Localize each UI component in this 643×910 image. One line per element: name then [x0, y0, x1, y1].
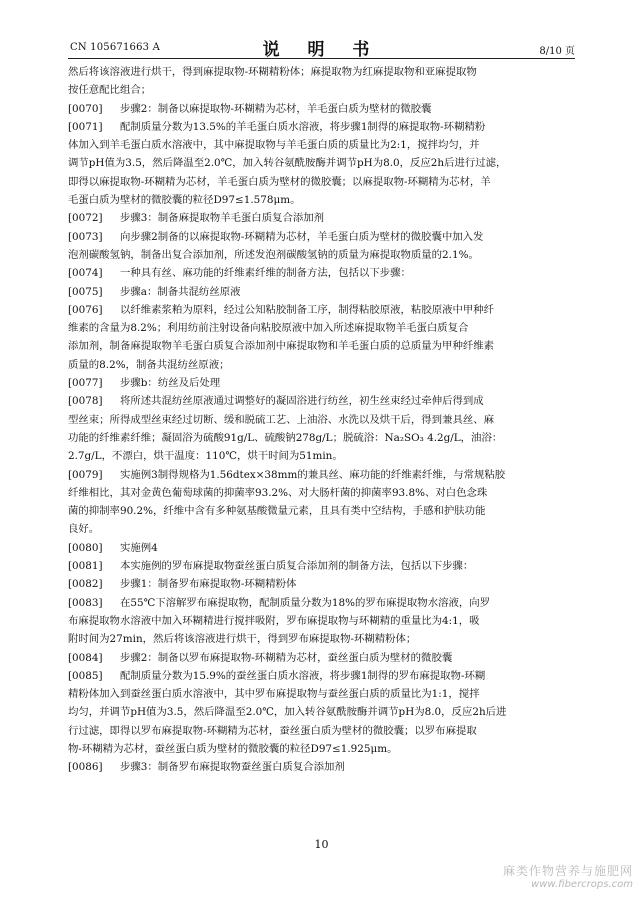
text-line: [68, 740, 578, 758]
line-text: 2.7g/L，不漂白，烘干温度：110℃，烘干时间为51min。: [68, 450, 343, 463]
line-text: 配制质量分数为15.9%的蚕丝蛋白质水溶液，将步骤1制得的罗布麻提取物-环糊: [120, 669, 486, 682]
text-line: [68, 557, 578, 575]
line-text: 纤维相比，其对金黄色葡萄球菌的抑菌率93.2%、对大肠杆菌的抑菌率93.8%、对白色念珠: [68, 486, 488, 499]
line-text: 配制质量分数为13.5%的羊毛蛋白质水溶液，将步骤1制得的麻提取物-环糊精粉: [120, 120, 486, 133]
line-text: 行过滤，即得以罗布麻提取物-环糊精为芯材，蚕丝蛋白质为壁材的微胶囊；以罗布麻提取: [68, 724, 477, 737]
paragraph-number: [0078]: [68, 395, 103, 408]
line-text: 功能的纤维素纤维；凝固浴为硫酸91g/L、硫酸钠278g/L；脱硫浴：Na₂SO₃ 4.2g/L，油浴：: [68, 431, 503, 444]
document-body: [68, 63, 578, 777]
line-text: 按任意配比组合；: [68, 84, 152, 97]
line-text: 附时间为27min，然后将该溶液进行烘干，得到罗布麻提取物-环糊精粉体；: [68, 633, 417, 646]
paragraph-number: [0077]: [68, 377, 103, 390]
paragraph-number: [0085]: [68, 669, 103, 682]
line-text: 精粉体加入到蚕丝蛋白质水溶液中，其中罗布麻提取物与蚕丝蛋白质的质量比为1:1，搅拌: [68, 688, 480, 701]
paragraph-number: [0070]: [68, 102, 103, 115]
text-line: [68, 520, 578, 538]
document-title: 说 明 书: [262, 40, 381, 60]
paragraph-number: [0076]: [68, 303, 103, 316]
line-text: 添加剂，制备麻提取物羊毛蛋白质复合添加剂中麻提取物和羊毛蛋白质的总质量为甲种纤维素: [68, 340, 495, 353]
line-text: 然后将该溶液进行烘干，得到麻提取物-环糊精粉体；麻提取物为红麻提取物和亚麻提取物: [68, 66, 477, 78]
paragraph-number: [0071]: [68, 120, 103, 133]
paragraph-number: [0079]: [68, 468, 103, 481]
text-line: [68, 722, 578, 740]
text-line: [68, 594, 578, 612]
text-line: [68, 301, 578, 319]
text-line: [68, 356, 578, 374]
page-header: [0, 0, 643, 60]
text-line: [68, 575, 578, 593]
line-text: 步骤2：制备以麻提取物-环糊精为芯材，羊毛蛋白质为壁材的微胶囊: [120, 102, 432, 115]
page-number: 10: [314, 838, 329, 851]
line-text: 良好。: [68, 523, 100, 536]
line-text: 维素的含量为8.2%；利用纺前注射设备向粘胶原液中加入所述麻提取物羊毛蛋白质复合: [68, 322, 469, 335]
paragraph-number: [0084]: [68, 651, 103, 664]
paragraph-number: [0081]: [68, 560, 103, 573]
text-line: [68, 228, 578, 246]
text-line: [68, 649, 578, 667]
text-line: [68, 154, 578, 172]
line-text: 将所述共混纺丝原液通过调整好的凝固浴进行纺丝，初生丝束经过牵伸后得到成: [120, 395, 484, 408]
line-text: 实施例3制得规格为1.56dtex×38mm的兼具丝、麻功能的纤维素纤维，与常规粘胶: [120, 468, 506, 481]
line-text: 物-环糊精为芯材，蚕丝蛋白质为壁材的微胶囊的粒径D97≤1.925μm。: [68, 742, 398, 755]
text-line: [68, 539, 578, 557]
text-line: [68, 319, 578, 337]
line-text: 步骤1：制备罗布麻提取物-环糊精粉体: [120, 578, 297, 591]
line-text: 一种具有丝、麻功能的纤维素纤维的制备方法，包括以下步骤：: [120, 267, 411, 280]
line-text: 本实施例的罗布麻提取物蚕丝蛋白质复合添加剂的制备方法，包括以下步骤：: [120, 560, 474, 573]
line-text: 均匀，并调节pH值为3.5，然后降温至2.0℃，加入转谷氨酰胺酶并调节pH为8.0，反应2h后进: [68, 706, 507, 719]
text-line: [68, 612, 578, 630]
text-line: [68, 118, 578, 136]
text-line: [68, 685, 578, 703]
text-line: [68, 502, 578, 520]
text-line: [68, 484, 578, 502]
line-text: 菌的抑制率90.2%，纤维中含有多种氨基酸微量元素，且具有类中空结构，手感和护肤功能: [68, 505, 486, 518]
text-line: [68, 63, 578, 81]
text-line: [68, 392, 578, 410]
line-text: 体加入到羊毛蛋白质水溶液中，其中麻提取物与羊毛蛋白质的质量比为2:1，搅拌均匀，并: [68, 139, 480, 152]
text-line: [68, 100, 578, 118]
text-line: [68, 209, 578, 227]
text-line: [68, 81, 578, 99]
text-line: [68, 429, 578, 447]
paragraph-number: [0072]: [68, 212, 103, 225]
text-line: [68, 173, 578, 191]
page-indicator: 8/10 页: [539, 46, 575, 57]
line-text: 泡剂碳酸氢钠，制备出复合添加剂，所述发泡剂碳酸氢钠的质量为麻提取物质量的2.1%。: [68, 248, 479, 261]
text-line: [68, 283, 578, 301]
paragraph-number: [0075]: [68, 285, 103, 298]
watermark: [503, 862, 633, 890]
line-text: 调节pH值为3.5，然后降温至2.0℃，加入转谷氨酰胺酶并调节pH为8.0，反应2h后进行过滤，: [68, 157, 507, 170]
watermark-url: www.fibercrops.com: [531, 879, 633, 890]
text-line: [68, 337, 578, 355]
line-text: 步骤a：制备共混纺丝原液: [120, 285, 241, 298]
paragraph-number: [0074]: [68, 267, 103, 280]
line-text: 向步骤2制备的以麻提取物-环糊精为芯材，羊毛蛋白质为壁材的微胶囊中加入发: [120, 230, 484, 243]
text-line: [68, 703, 578, 721]
line-text: 质量的8.2%，制备共混纺丝原液；: [68, 358, 230, 371]
text-line: [68, 667, 578, 685]
line-text: 步骤2：制备以罗布麻提取物-环糊精为芯材，蚕丝蛋白质为壁材的微胶囊: [120, 651, 453, 664]
line-text: 实施例4: [120, 541, 158, 554]
paragraph-number: [0083]: [68, 596, 103, 609]
line-text: 毛蛋白质为壁材的微胶囊的粒径D97≤1.578μm。: [68, 194, 301, 207]
line-text: 步骤3：制备麻提取物羊毛蛋白质复合添加剂: [120, 212, 325, 225]
line-text: 步骤3：制备罗布麻提取物蚕丝蛋白质复合添加剂: [120, 761, 345, 774]
text-line: [68, 264, 578, 282]
header-divider: [68, 58, 575, 59]
text-line: [68, 246, 578, 264]
watermark-site-name: 麻类作物营养与施肥网: [502, 864, 633, 878]
line-text: 以纤维素浆粕为原料，经过公知粘胶制备工序，制得粘胶原液，粘胶原液中甲种纤: [120, 303, 495, 316]
paragraph-number: [0080]: [68, 541, 103, 554]
text-line: [68, 630, 578, 648]
text-line: [68, 411, 578, 429]
line-text: 即得以麻提取物-环糊精为芯材，羊毛蛋白质为壁材的微胶囊；以麻提取物-环糊精为芯材，羊: [68, 175, 491, 188]
text-line: [68, 136, 578, 154]
line-text: 布麻提取物水溶液中加入环糊精进行搅拌吸附，罗布麻提取物与环糊精的重量比为4:1，吸: [68, 614, 480, 627]
text-line: [68, 466, 578, 484]
patent-number: CN 105671663 A: [70, 42, 161, 53]
line-text: 步骤b：纺丝及后处理: [120, 377, 221, 390]
paragraph-number: [0082]: [68, 578, 103, 591]
text-line: [68, 374, 578, 392]
paragraph-number: [0073]: [68, 230, 103, 243]
text-line: [68, 447, 578, 465]
text-line: [68, 191, 578, 209]
paragraph-number: [0086]: [68, 761, 103, 774]
line-text: 型丝束；所得成型丝束经过切断、缓和脱硫工艺、上油浴、水洗以及烘干后，得到兼具丝、麻: [68, 413, 495, 426]
text-line: [68, 758, 578, 776]
line-text: 在55℃下溶解罗布麻提取物，配制质量分数为18%的罗布麻提取物水溶液，向罗: [120, 596, 491, 609]
